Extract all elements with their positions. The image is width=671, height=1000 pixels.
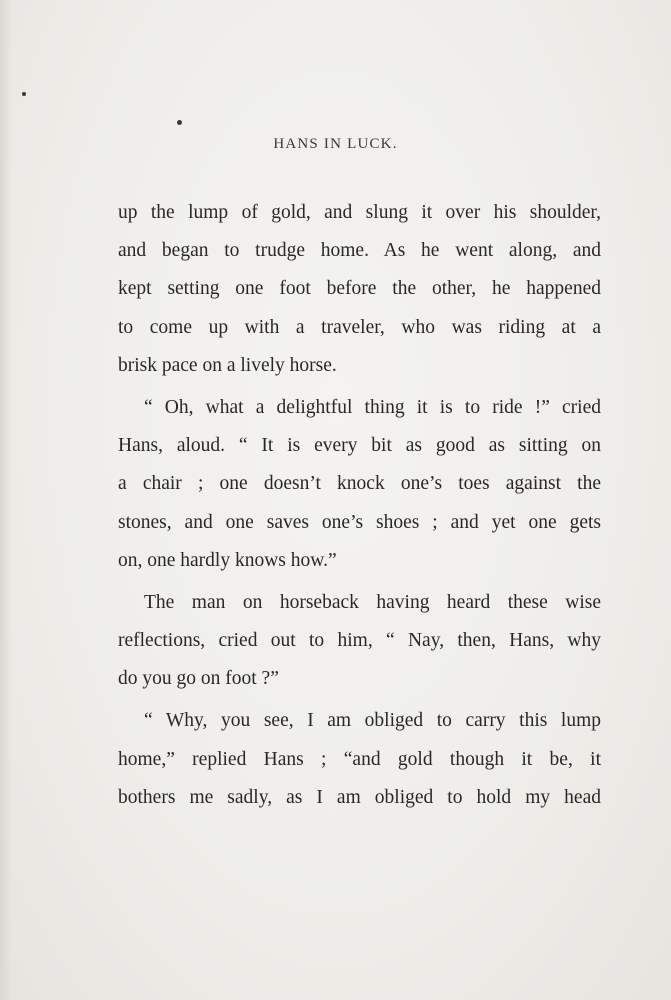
ink-speck — [22, 92, 26, 96]
text-line: “ Oh, what a delightful thing it is to ride !” cried — [144, 396, 601, 418]
ink-speck — [177, 120, 182, 125]
text-line: Hans, aloud. “ It is every bit as good as sitting on — [118, 435, 601, 457]
text-line: stones, and one saves one’s shoes ; and yet one gets — [118, 511, 601, 533]
text-line: home,” replied Hans ; “and gold though it be, it — [118, 748, 601, 770]
text-line: a chair ; one doesn’t knock one’s toes against the — [118, 473, 601, 495]
text-line: bothers me sadly, as I am obliged to hold my head — [118, 786, 601, 808]
body-text — [118, 194, 601, 817]
text-line: The man on horseback having heard these wise — [144, 591, 601, 613]
text-line: up the lump of gold, and slung it over his shoulder, — [118, 202, 601, 223]
text-line: “ Why, you see, I am obliged to carry this lump — [144, 710, 601, 732]
text-line: brisk pace on a lively horse. — [118, 354, 337, 376]
text-line: kept setting one foot before the other, he happened — [118, 278, 601, 300]
text-line: on, one hardly knows how.” — [118, 549, 337, 571]
text-line: and began to trudge home. As he went along, and — [118, 240, 601, 262]
text-line: do you go on foot ?” — [118, 668, 279, 690]
text-line: reflections, cried out to him, “ Nay, then, Hans, why — [118, 630, 601, 652]
text-line: to come up with a traveler, who was riding at a — [118, 316, 601, 338]
running-head: HANS IN LUCK. — [273, 136, 398, 152]
